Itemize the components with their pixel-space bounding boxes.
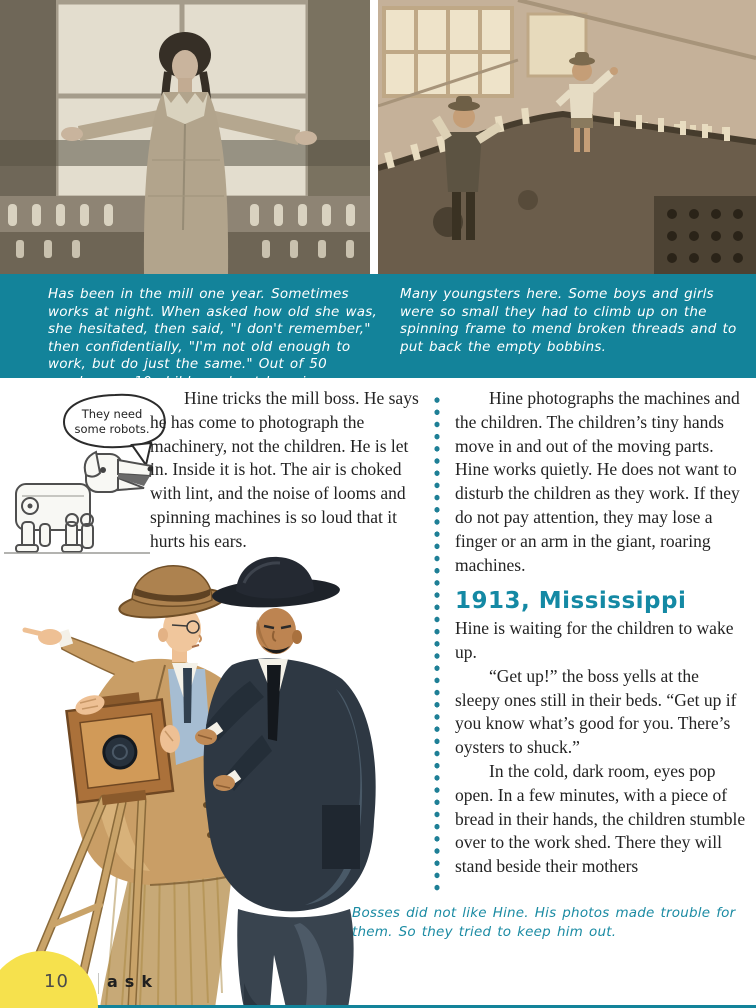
left-photo-caption: Has been in the mill one year. Sometimes works at night. When asked how old she was, she hesitated, then said, "I don't remember," then confidentially, "I'm not old enough to work, but do just the same." Out of 50 employees, 10 children about her size. — [48, 286, 377, 390]
mill-girl-photo — [0, 0, 370, 274]
right-column-paragraph-2: Hine is waiting for the children to wake up. — [455, 618, 734, 662]
speech-bubble-line2: some robots. — [74, 422, 150, 436]
right-photo-caption: Many youngsters here. Some boys and girls were so small they had to climb up on the spinning frame to mend broken threads and to put back the empty bobbins. — [400, 286, 737, 355]
section-heading-1913-mississippi: 1913, Mississippi — [455, 588, 687, 615]
boys-spinning-frame-photo — [378, 0, 756, 274]
dotted-column-divider — [432, 394, 442, 892]
right-column — [455, 387, 747, 879]
robot-dog-illustration — [0, 436, 160, 560]
speech-bubble-line1: They need — [81, 407, 143, 421]
left-column-paragraph: Hine tricks the mill boss. He says he has come to photograph the machinery, not the children. He is let in. Inside it is hot. The air is choked with lint, and the noise of looms and spinning machines is so loud that it hurts his ears. — [150, 388, 419, 551]
right-column-paragraph-4: In the cold, dark room, eyes pop open. In a few minutes, with a piece of bread in their hands, the children stumble over to the work shed. There they will stand beside their mothers — [455, 760, 746, 877]
illustration-caption: Bosses did not like Hine. His photos made trouble for them. So they tried to keep him out. — [352, 905, 736, 940]
magazine-name: ask — [107, 972, 159, 991]
page-number: 10 — [44, 971, 69, 992]
right-column-paragraph-1: Hine photographs the machines and the children. The children’s tiny hands move in and out of the moving parts. Hine works quietly. He does not want to disturb the children as they work. If they do not pay attention, they may lose a finger or an arm in the giant, roaring machines. — [455, 388, 740, 575]
footer-divider — [98, 973, 99, 994]
right-column-paragraph-3: “Get up!” the boss yells at the sleepy ones still in their beds. “Get up if you know what’s good for you. There’s oysters to shuck.” — [455, 665, 737, 758]
left-column — [150, 387, 427, 554]
